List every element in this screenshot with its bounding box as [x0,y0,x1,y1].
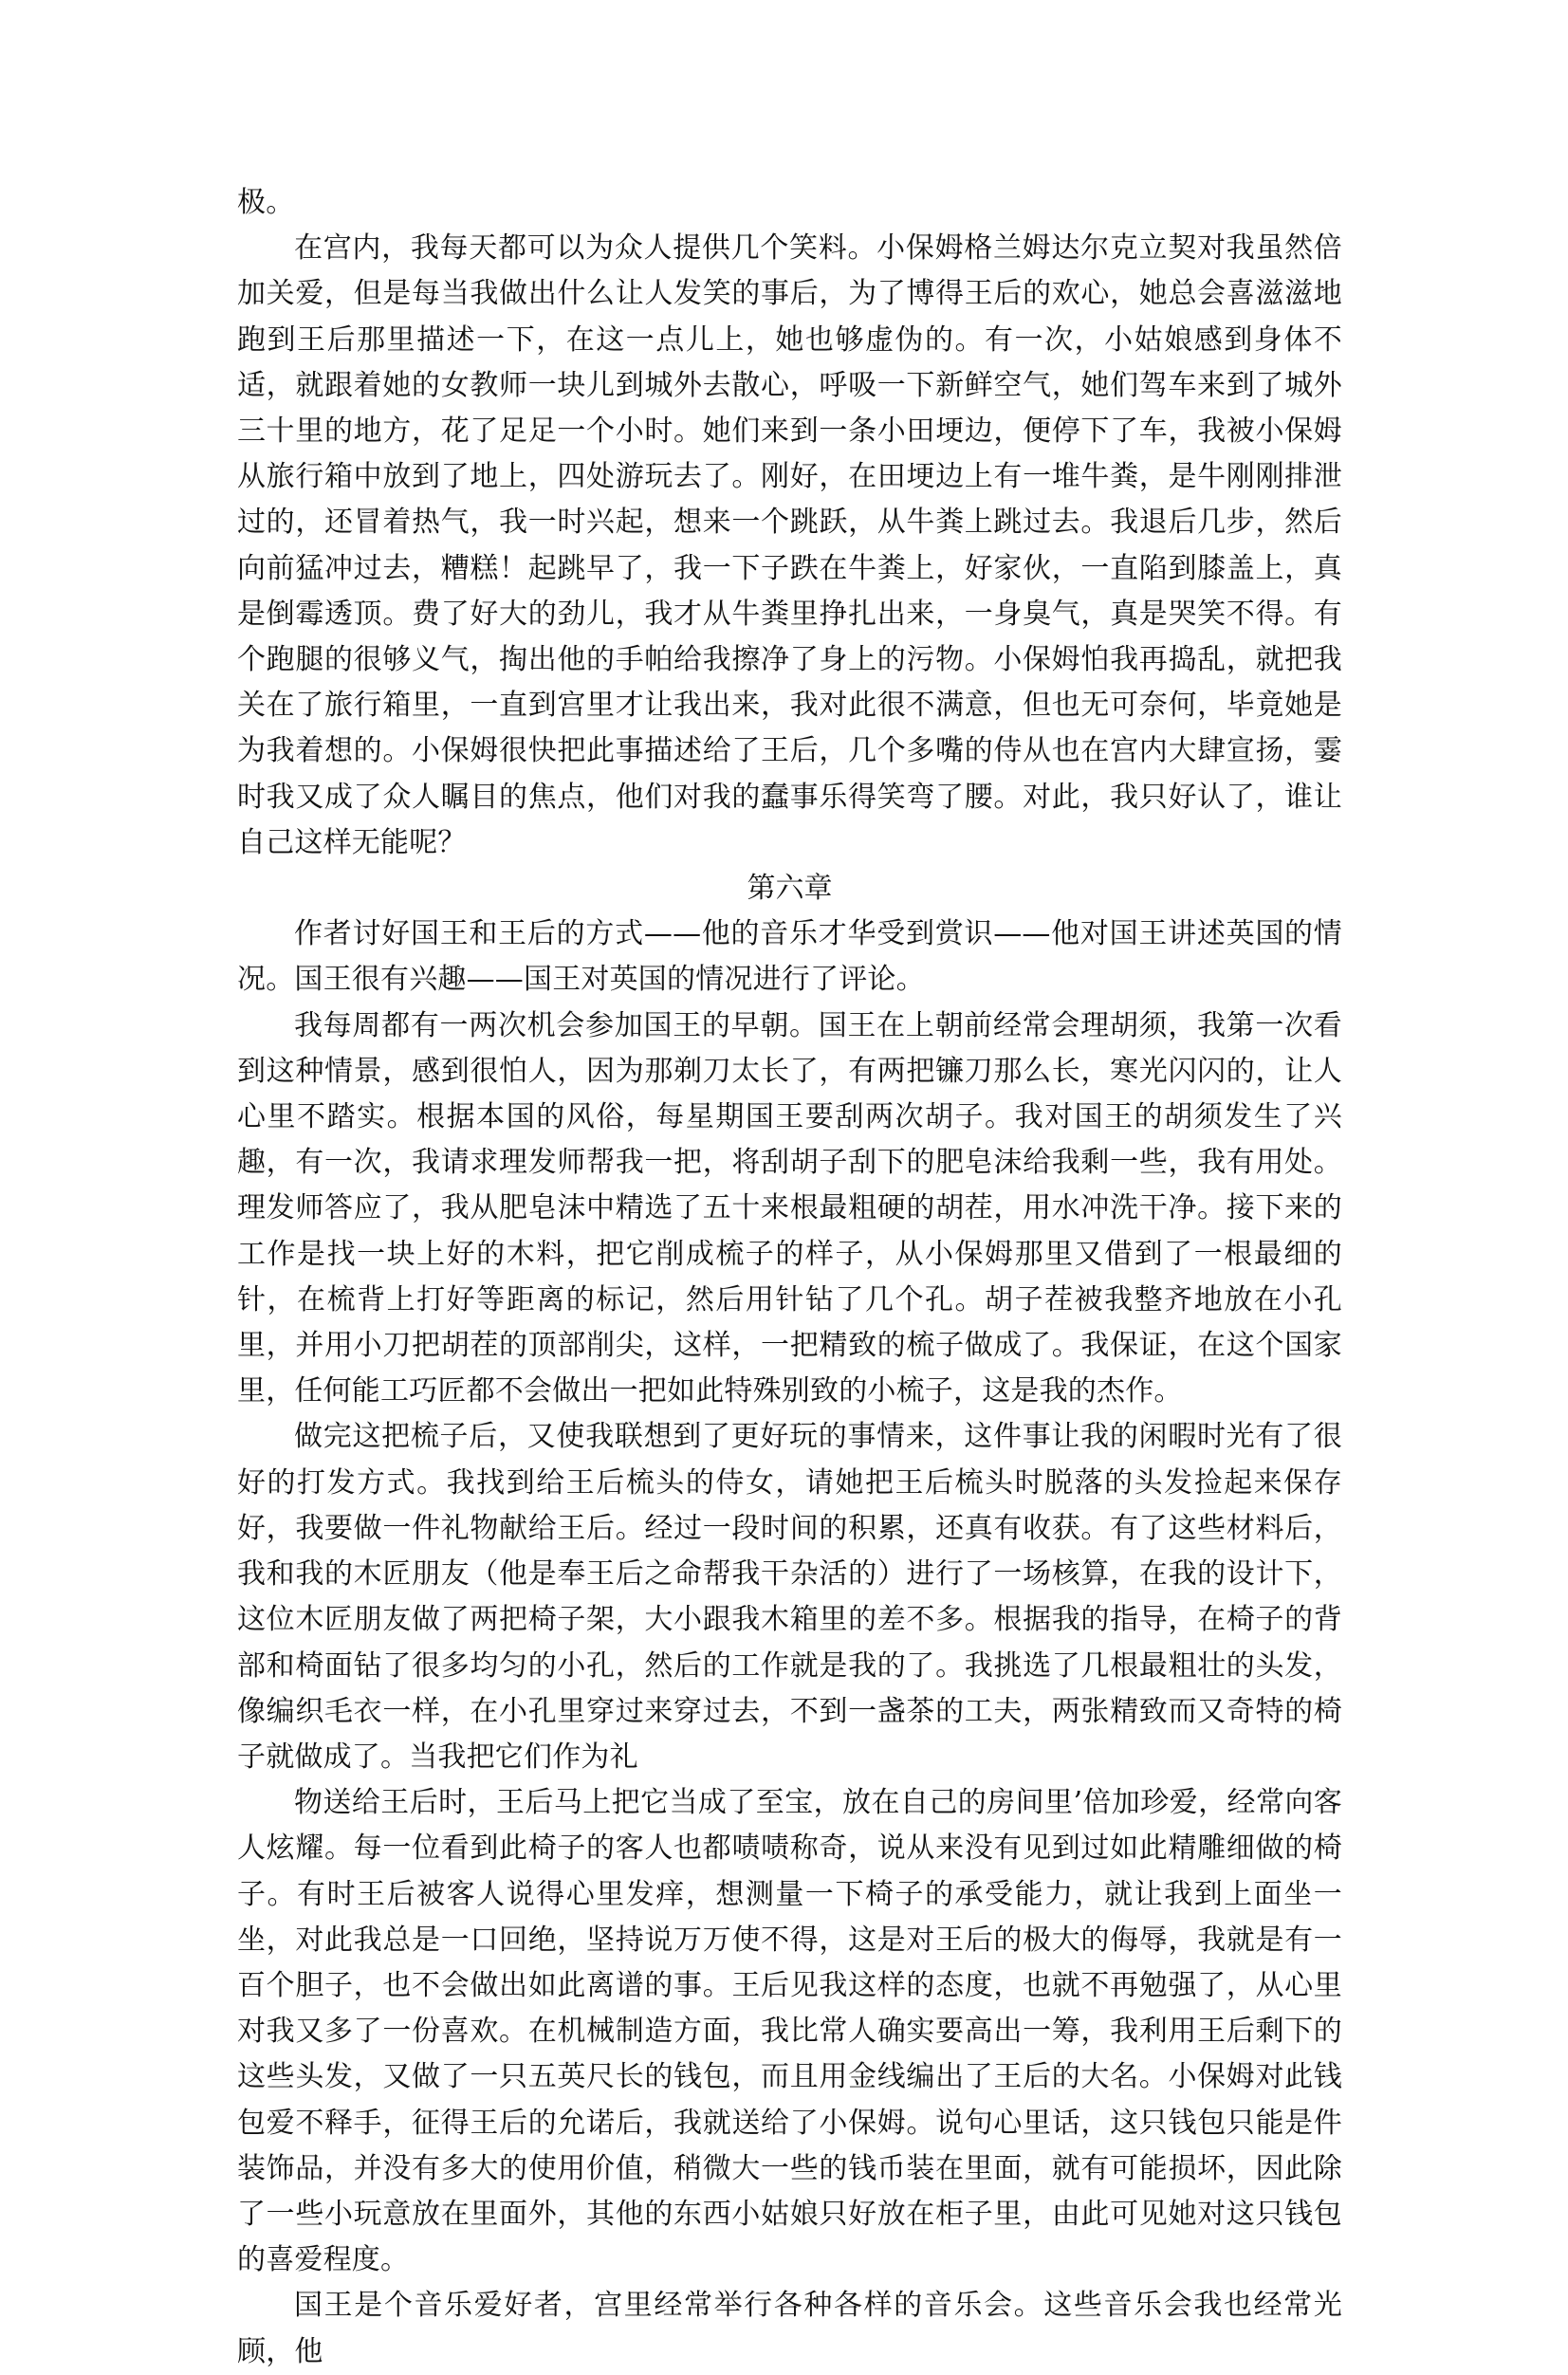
paragraph-continuation: 极。 [237,186,295,219]
chapter-heading: 第六章 [747,872,833,906]
paragraph-cow-dung-incident: 在宫内，我每天都可以为众人提供几个笑料。小保姆格兰姆达尔克立契对我虽然倍加关爱，但是每当我做出什么让人发笑的事后，为了博得王后的欢心，她总会喜滋滋地跑到王后那里描述一下，在这一点儿上，她也够虚伪的。有一次，小姑娘感到身体不适，就跟着她的女教师一块儿到城外去散心，呼吸一下新鲜空气，她们驾车来到了城外三十里的地方，花了足足一个小时。她们来到一条小田埂边，便停下了车，我被小保姆从旅行箱中放到了地上，四处游玩去了。刚好，在田埂边上有一堆牛粪，是牛刚刚排泄过的，还冒着热气，我一时兴起，想来一个跳跃，从牛粪上跳过去。我退后几步，然后向前猛冲过去，糟糕！起跳早了，我一下子跌在牛粪上，好家伙，一直陷到膝盖上，真是倒霉透顶。费了好大的劲儿，我才从牛粪里挣扎出来，一身臭气，真是哭笑不得。有个跑腿的很够义气，掏出他的手帕给我擦净了身上的污物。小保姆怕我再捣乱，就把我关在了旅行箱里，一直到宫里才让我出来，我对此很不满意，但也无可奈何，毕竟她是为我着想的。小保姆很快把此事描述给了王后，几个多嘴的侍从也在宫内大肆宣扬，霎时我又成了众人瞩目的焦点，他们对我的蠢事乐得笑弯了腰。对此，我只好认了，谁让自己这样无能呢？ [237,231,1342,859]
chapter-summary: 作者讨好国王和王后的方式——他的音乐才华受到赏识——他对国王讲述英国的情况。国王很有兴趣——国王对英国的情况进行了评论。 [237,917,1342,997]
paragraph-chairs: 做完这把梳子后，又使我联想到了更好玩的事情来，这件事让我的闲暇时光有了很好的打发方式。我找到给王后梳头的侍女，请她把王后梳头时脱落的头发捡起来保存好，我要做一件礼物献给王后。经过一段时间的积累，还真有收获。有了这些材料后，我和我的木匠朋友（他是奉王后之命帮我干杂活的）进行了一场核算，在我的设计下，这位木匠朋友做了两把椅子架，大小跟我木箱里的差不多。根据我的指导，在椅子的背部和椅面钻了很多均匀的小孔，然后的工作就是我的了。我挑选了几根最粗壮的头发，像编织毛衣一样，在小孔里穿过来穿过去，不到一盏茶的工夫，两张精致而又奇特的椅子就做成了。当我把它们作为礼 [237,1420,1342,1774]
document-page [237,180,1342,2375]
paragraph-gift-and-purse: 物送给王后时，王后马上把它当成了至宝，放在自己的房间里’倍加珍爱，经常向客人炫耀。每一位看到此椅子的客人也都啧啧称奇，说从来没有见到过如此精雕细做的椅子。有时王后被客人说得心里发痒，想测量一下椅子的承受能力，就让我到上面坐一坐，对此我总是一口回绝，坚持说万万使不得，这是对王后的极大的侮辱，我就是有一百个胆子，也不会做出如此离谱的事。王后见我这样的态度，也就不再勉强了，从心里对我又多了一份喜欢。在机械制造方面，我比常人确实要高出一筹，我利用王后剩下的这些头发，又做了一只五英尺长的钱包，而且用金线编出了王后的大名。小保姆对此钱包爱不释手，征得王后的允诺后，我就送给了小保姆。说句心里话，这只钱包只能是件装饰品，并没有多大的使用价值，稍微大一些的钱币装在里面，就有可能损坏，因此除了一些小玩意放在里面外，其他的东西小姑娘只好放在柜子里，由此可见她对这只钱包的喜爱程度。 [237,1786,1342,2277]
paragraph-music: 国王是个音乐爱好者，宫里经常举行各种各样的音乐会。这些音乐会我也经常光顾，他 [237,2289,1342,2368]
paragraph-comb: 我每周都有一两次机会参加国王的早朝。国王在上朝前经常会理胡须，我第一次看到这种情景，感到很怕人，因为那剃刀太长了，有两把镰刀那么长，寒光闪闪的，让人心里不踏实。根据本国的风俗，每星期国王要刮两次胡子。我对国王的胡须发生了兴趣，有一次，我请求理发师帮我一把，将刮胡子刮下的肥皂沫给我剩一些，我有用处。理发师答应了，我从肥皂沫中精选了五十来根最粗硬的胡茬，用水冲洗干净。接下来的工作是找一块上好的木料，把它削成梳子的样子，从小保姆那里又借到了一根最细的针，在梳背上打好等距离的标记，然后用针钻了几个孔。胡子茬被我整齐地放在小孔里，并用小刀把胡茬的顶部削尖，这样，一把精致的梳子做成了。我保证，在这个国家里，任何能工巧匠都不会做出一把如此特殊别致的小梳子，这是我的杰作。 [237,1008,1342,1408]
